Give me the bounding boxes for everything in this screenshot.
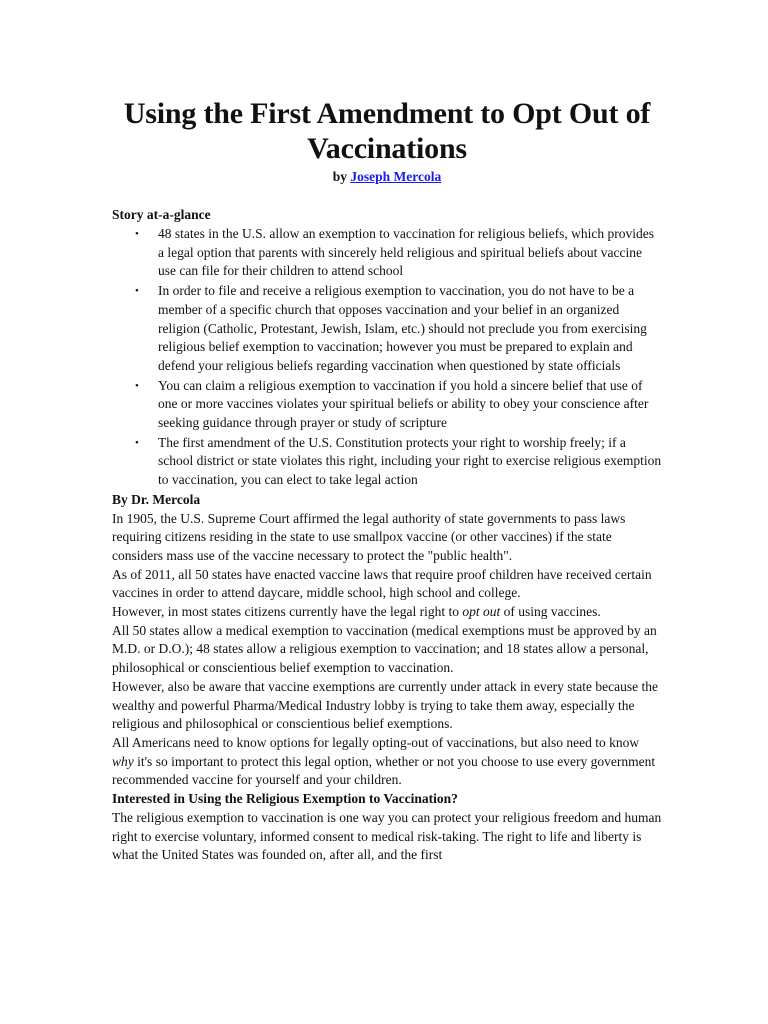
paragraph: All 50 states allow a medical exemption to vaccination (medical exemptions must be approved by an M.D. or D.O.); 48 states allow a religious exemption to vaccination; and 18 states allow a personal, philosophical or conscientious belief exemption to vaccination. — [112, 622, 657, 676]
paragraph: In 1905, the U.S. Supreme Court affirmed the legal authority of state governments to pass laws requiring citizens residing in the state to use smallpox vaccine (or other vaccines) if the state considers mass use of the vaccine necessary to protect the "public health". — [112, 510, 626, 563]
list-item-text: The first amendment of the U.S. Constitution protects your right to worship freely; if a school district or state violates this right, including your right to exercise religious exemption to vaccination, you can elect to take legal action — [158, 434, 662, 488]
bullet-icon: • — [135, 285, 139, 298]
paragraph: However, also be aware that vaccine exemptions are currently under attack in every state because the wealthy and powerful Pharma/Medical Industry lobby is trying to take them away, especially the religious and philosophical or conscientious belief exemptions. — [112, 678, 658, 732]
paragraph-text: However, in most states citizens currently have the legal right to — [112, 604, 463, 620]
byline — [112, 168, 662, 186]
bullet-icon: • — [135, 436, 139, 449]
list-item-text: You can claim a religious exemption to vaccination if you hold a sincere belief that use of one or more vaccines violates your spiritual beliefs or ability to obey your conscience after seeking guidance through prayer or study of scripture — [158, 377, 649, 431]
list-item — [135, 434, 662, 490]
paragraph-text: of using vaccines. — [500, 604, 601, 620]
document-title: Using the First Amendment to Opt Out of Vaccinations — [123, 97, 651, 165]
paragraph — [112, 603, 662, 622]
bullet-icon: • — [135, 228, 139, 240]
list-item — [135, 282, 662, 376]
author-heading: By Dr. Mercola — [112, 491, 201, 507]
bullet-icon: • — [135, 379, 139, 392]
paragraph-text: it's so important to protect this legal option, whether or not you choose to use every government recommended vaccine for yourself and your children. — [112, 753, 656, 788]
paragraph-text: All Americans need to know options for legally opting-out of vaccinations, but also need to know — [112, 734, 640, 750]
emphasis-text: opt out — [462, 604, 501, 620]
document-page — [112, 96, 662, 865]
list-item-text: In order to file and receive a religious exemption to vaccination, you do not have to be a member of a specific church that opposes vaccination and your belief in an organized religion (Catholic, Protestant, Jewish, Islam, etc.) should not preclude you from exercising religious belief exemption to vaccination; however you must be prepared to explain and defend your religious beliefs regarding vaccination when questioned by state officials — [158, 283, 647, 373]
byline-prefix: by — [332, 169, 347, 184]
list-item-text: 48 states in the U.S. allow an exemption to vaccination for religious beliefs, which provides a legal option that parents with sincerely held religious and spiritual beliefs about vaccine use can file for their children to attend school — [158, 226, 655, 279]
list-item — [135, 377, 662, 433]
section-heading: Interested in Using the Religious Exemption to Vaccination? — [112, 791, 458, 807]
story-at-a-glance-heading: Story at-a-glance — [112, 207, 211, 222]
paragraph: The religious exemption to vaccination is one way you can protect your religious freedom and human right to exercise voluntary, informed consent to medical risk-taking. The right to life and liberty is what the United States was founded on, after all, and the first — [112, 809, 662, 863]
paragraph — [112, 734, 662, 790]
author-link[interactable]: Joseph Mercola — [350, 169, 442, 184]
story-at-a-glance-list — [112, 225, 662, 490]
paragraph: As of 2011, all 50 states have enacted vaccine laws that require proof children have received certain vaccines in order to attend daycare, middle school, high school and college. — [112, 566, 652, 601]
list-item — [135, 225, 662, 281]
emphasis-text: why — [112, 753, 134, 769]
